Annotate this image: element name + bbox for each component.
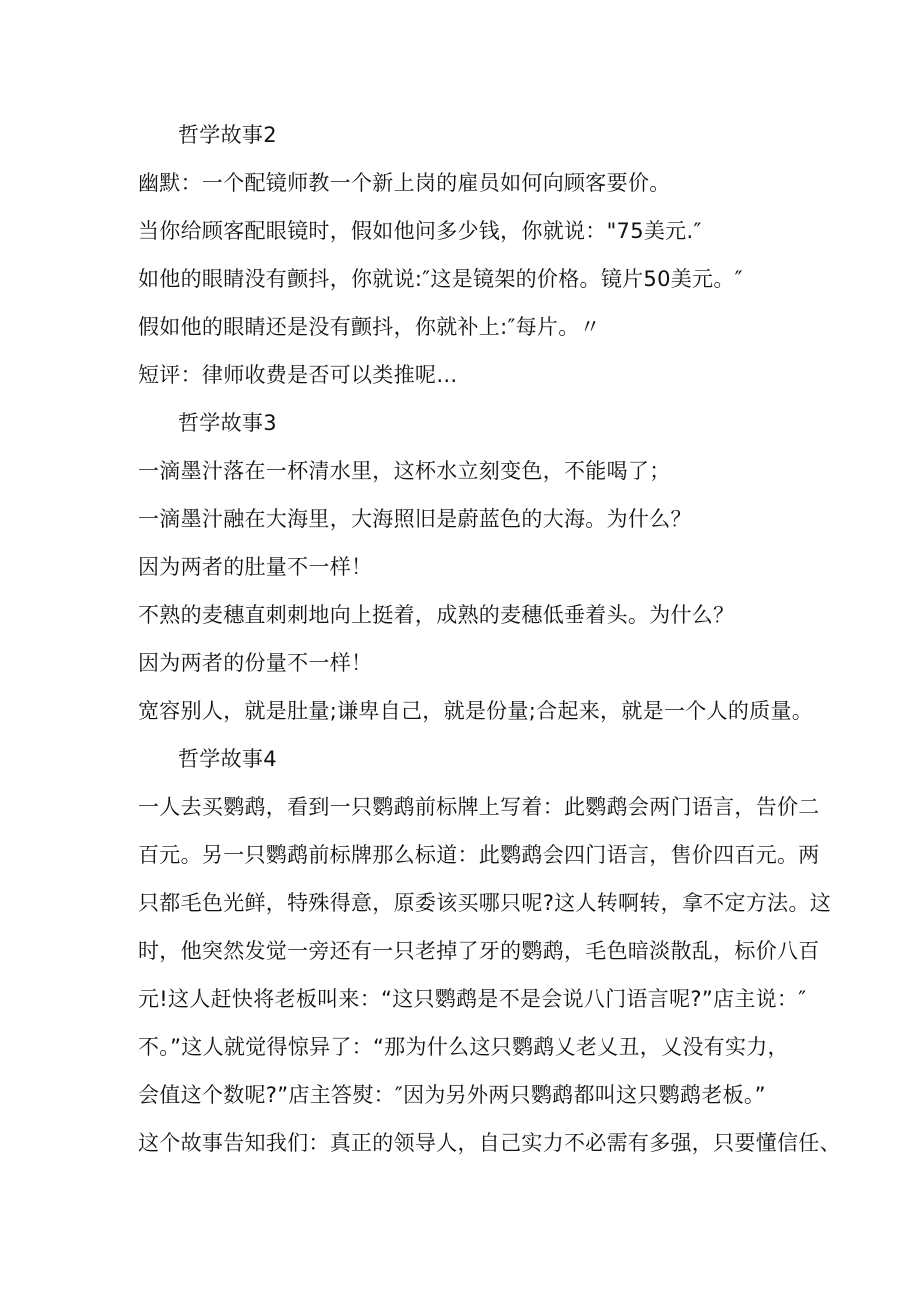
story4-line: 这个故事告知我们：真正的领导人，自己实力不必需有多强，只要懂信任、: [138, 1131, 841, 1155]
story2-heading: 哲学故事2: [178, 123, 277, 147]
story2-line: 假如他的眼睛还是没有颤抖，你就补上:″每片。〃: [138, 315, 601, 339]
story4-line: 时，他突然发觉一旁还有一只老掉了牙的鹦鹉，毛色暗淡散乱，标价八百: [138, 939, 820, 963]
story3-line: 一滴墨汁融在大海里，大海照旧是蔚蓝色的大海。为什么？: [138, 507, 692, 531]
story3-line: 因为两者的肚量不一样！: [138, 555, 373, 579]
story4-line: 会值这个数呢?”店主答熨：″因为另外两只鹦鹉都叫这只鹦鹉老板。”: [138, 1083, 766, 1107]
story4-line: 不。”这人就觉得惊异了：“那为什么这只鹦鹉乂老乂丑，乂没有实力，: [138, 1035, 789, 1059]
story4-line: 百元。另一只鹦鹉前标牌那么标道：此鹦鹉会四门语言，售价四百元。两: [138, 843, 820, 867]
story4-line: 只都毛色光鲜，特殊得意，原委该买哪只呢?这人转啊转，拿不定方法。这: [138, 891, 832, 915]
story2-line: 当你给顾客配眼镜时，假如他问多少钱，你就说："75美元.″: [138, 219, 702, 243]
story3-heading: 哲学故事3: [178, 411, 277, 435]
story3-line: 因为两者的份量不一样！: [138, 651, 373, 675]
story3-line: 不熟的麦穗直刺刺地向上挺着，成熟的麦穗低垂着头。为什么？: [138, 603, 735, 627]
story2-line: 短评：律师收费是否可以类推呢…: [138, 363, 458, 387]
story2-line: 幽默：一个配镜师教一个新上岗的雇员如何向顾客要价。: [138, 171, 671, 195]
story4-line: 一人去买鹦鹉，看到一只鹦鹉前标牌上写着：此鹦鹉会两门语言，告价二: [138, 795, 820, 819]
story4-line: 元!这人赶快将老板叫来：“这只鹦鹉是不是会说八门语言呢?”店主说：″: [138, 987, 807, 1011]
story2-line: 如他的眼睛没有颤抖，你就说:″这是镜架的价格。镜片50美元。″: [138, 267, 743, 291]
story3-line: 一滴墨汁落在一杯清水里，这杯水立刻变色，不能喝了；: [138, 459, 671, 483]
document-page: [138, 111, 841, 1167]
story3-line: 宽容别人，就是肚量;谦卑自己，就是份量;合起来，就是一个人的质量。: [138, 699, 814, 723]
story4-heading: 哲学故事4: [178, 747, 277, 771]
